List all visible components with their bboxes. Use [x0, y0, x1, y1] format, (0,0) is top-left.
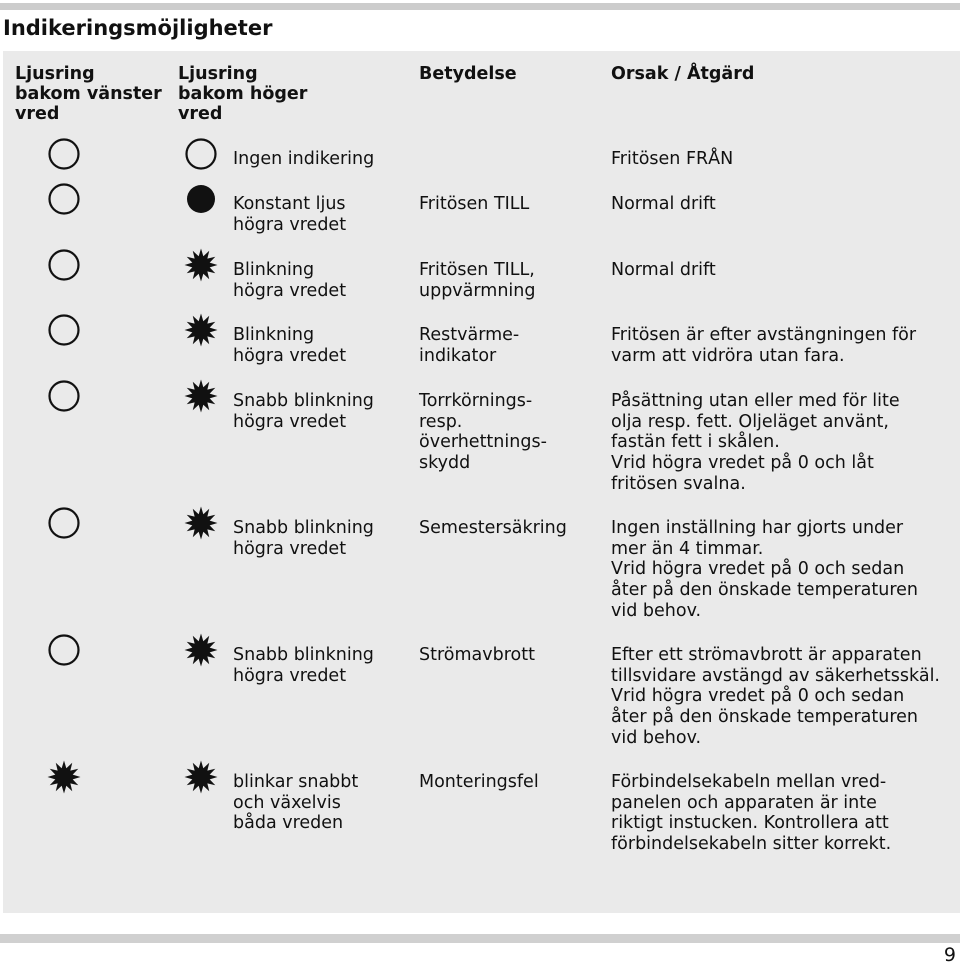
indication-text: Blinkning högra vredet [233, 325, 347, 366]
indication-text: blinkar snabbt och växelvis båda vreden [233, 772, 359, 834]
ring-blinking-icon [184, 248, 218, 282]
indication-text: Snabb blinkning högra vredet [233, 391, 374, 432]
cause-text: Förbindelsekabeln mellan vred- panelen och apparaten är inte riktigt instucken. Kontrollera att förbindelsekabeln sitter korrekt. [611, 772, 892, 855]
meaning-text: Fritösen TILL [419, 194, 530, 214]
indication-text: Ingen indikering [233, 149, 375, 169]
ring-blinking-icon [184, 313, 218, 347]
page-number: 9 [943, 944, 956, 966]
top-divider [0, 3, 960, 10]
indication-text: Blinkning högra vredet [233, 260, 347, 301]
meaning-text: Monteringsfel [419, 772, 539, 792]
header-left-ring: Ljusring bakom vänster vred [15, 64, 162, 124]
ring-off-icon [184, 137, 218, 171]
ring-off-icon [47, 182, 81, 216]
meaning-text: Fritösen TILL, uppvärmning [419, 260, 536, 301]
meaning-text: Semestersäkring [419, 518, 567, 538]
ring-blinking-icon [184, 506, 218, 540]
ring-off-icon [47, 248, 81, 282]
header-cause: Orsak / Åtgärd [611, 64, 755, 84]
header-meaning: Betydelse [419, 64, 517, 84]
meaning-text: Restvärme- indikator [419, 325, 520, 366]
indication-text: Snabb blinkning högra vredet [233, 645, 374, 686]
cause-text: Efter ett strömavbrott är apparaten tillsvidare avstängd av säkerhetsskäl. Vrid högra vredet på 0 och sedan åter på den önskade temperaturen vid behov. [611, 645, 940, 748]
cause-text: Normal drift [611, 260, 716, 280]
meaning-text: Torrkörnings- resp. överhettnings- skydd [419, 391, 547, 474]
cause-text: Fritösen är efter avstängningen för varm att vidröra utan fara. [611, 325, 917, 366]
ring-off-icon [47, 313, 81, 347]
indication-text: Snabb blinkning högra vredet [233, 518, 374, 559]
cause-text: Påsättning utan eller med för lite olja resp. fett. Oljeläget använt, fastän fett i skålen. Vrid högra vredet på 0 och låt fritösen svalna. [611, 391, 900, 494]
ring-off-icon [47, 137, 81, 171]
ring-on-icon [184, 182, 218, 216]
bottom-divider [0, 934, 960, 943]
cause-text: Normal drift [611, 194, 716, 214]
ring-blinking-icon [184, 633, 218, 667]
page-title: Indikeringsmöjligheter [3, 16, 273, 40]
ring-blinking-icon [184, 760, 218, 794]
cause-text: Ingen inställning har gjorts under mer än 4 timmar. Vrid högra vredet på 0 och sedan åter på den önskade temperaturen vid behov. [611, 518, 919, 621]
ring-blinking-icon [47, 760, 81, 794]
cause-text: Fritösen FRÅN [611, 149, 734, 169]
meaning-text: Strömavbrott [419, 645, 535, 665]
ring-off-icon [47, 506, 81, 540]
ring-blinking-icon [184, 379, 218, 413]
indication-text: Konstant ljus högra vredet [233, 194, 347, 235]
ring-off-icon [47, 379, 81, 413]
ring-off-icon [47, 633, 81, 667]
header-right-ring: Ljusring bakom höger vred [178, 64, 308, 124]
